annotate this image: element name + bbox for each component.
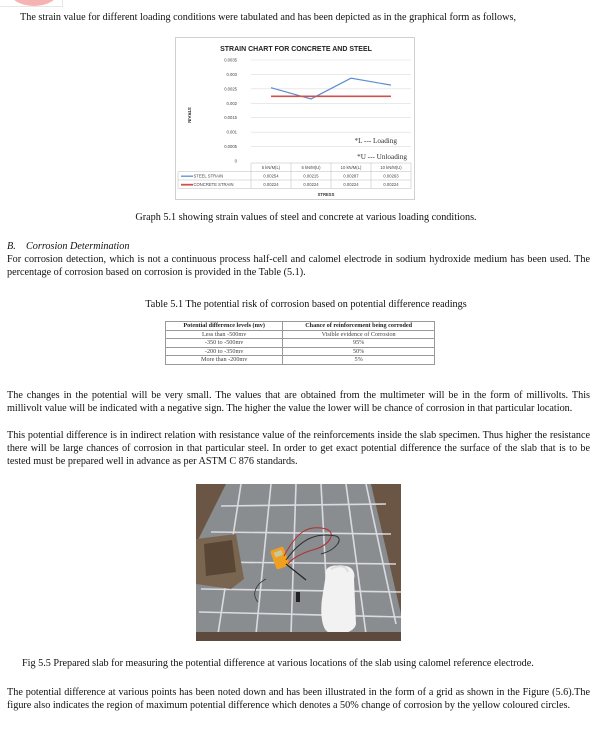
table-caption: Table 5.1 The potential risk of corrosion based on potential difference readings <box>145 299 467 310</box>
annotation-loading: *L --- Loading <box>354 137 397 145</box>
data-value-label: 0.00224 <box>263 182 279 187</box>
y-tick-label: 0.001 <box>226 129 237 135</box>
table-cell: 5% <box>283 356 435 365</box>
x-category-label: 5 kN/M(U) <box>301 165 321 170</box>
table-cell: 50% <box>283 347 435 356</box>
data-value-label: 0.00254 <box>263 173 279 179</box>
chart-data-table <box>178 163 411 189</box>
paragraph-potential-changes: The changes in the potential will be very small. The values that are obtained from the multimeter will be in the form of millivolts. This millivolt value will be indicated with a negative sign. The higher the value the lower will be chance of corrosion in that particular location. <box>7 390 590 415</box>
figure-caption: Fig 5.5 Prepared slab for measuring the potential difference at various locations of the slab using calomel reference electrode. <box>22 658 534 669</box>
section-number: B. <box>7 241 16 252</box>
paragraph-corrosion-detection: For corrosion detection, which is not a continuous process half-cell and calomel electrode in sodium hydroxide medium has been used. The percentage of corrosion based on corrosion is provided in the Table (5.1). <box>7 254 590 279</box>
table-header-cell: Chance of reinforcement being corroded <box>283 322 435 331</box>
y-tick-label: 0.0035 <box>224 57 237 63</box>
table-cell: More than -200mv <box>166 356 283 365</box>
slab-photo-illustration <box>196 484 401 641</box>
slab-photo <box>196 484 401 641</box>
table-row <box>166 347 435 356</box>
annotation-unloading: *U --- Unloading <box>357 153 407 161</box>
table-cell: Less than -500mv <box>166 330 283 339</box>
data-value-label: 0.00224 <box>383 182 399 187</box>
data-value-label: 0.00224 <box>343 182 359 187</box>
y-tick-label: 0.003 <box>226 71 237 77</box>
y-tick-label: 0.002 <box>226 100 237 106</box>
legend-label: STEEL STRAIN <box>193 173 224 179</box>
table-cell: 95% <box>283 339 435 348</box>
section-title: Corrosion Determination <box>25 241 130 252</box>
x-category-label: 10 kN/M(L) <box>340 165 362 170</box>
y-tick-label: 0 <box>234 158 237 164</box>
y-tick-label: 0.0015 <box>224 115 237 121</box>
table-row <box>166 330 435 339</box>
strain-chart <box>175 37 415 200</box>
x-category-label: 5 kN/M(L) <box>261 165 281 170</box>
table-header-row <box>166 322 435 331</box>
chart-y-ticks <box>224 58 237 164</box>
x-category-label: 10 kN/M(U) <box>380 165 402 170</box>
data-value-label: 0.00224 <box>303 182 319 187</box>
graph-caption: Graph 5.1 showing strain values of steel and concrete at various loading conditions. <box>135 212 477 223</box>
y-tick-label: 0.0005 <box>224 144 237 150</box>
table-row <box>166 356 435 365</box>
data-value-label: 0.00263 <box>383 173 399 179</box>
data-value-label: 0.00215 <box>303 173 319 179</box>
table-header-cell: Potential difference levels (mv) <box>166 322 283 331</box>
corrosion-risk-table <box>165 321 435 365</box>
paragraph-grid-illustration: The potential difference at various points has been noted down and has been illustrated in the form of a grid as shown in the Figure (5.6).The figure also indicates the region of maximum potential difference which denotes a 50% change of corrosion by the yellow coloured circles. <box>7 687 590 712</box>
section-heading <box>7 240 129 253</box>
chart-title: STRAIN CHART FOR CONCRETE AND STEEL <box>220 46 372 53</box>
legend-label: CONCRETE STRAIN <box>193 182 234 187</box>
strain-chart-svg <box>176 38 416 201</box>
paragraph-resistance: This potential difference is in indirect relation with resistance value of the reinforcements inside the slab specimen. Thus higher the resistance there will be large chances of corrosion in that particular steel. In order to get exact potential difference the surface of the slab that is to be tested must be prepared well in advance as per ASTM C 876 standards. <box>7 430 590 468</box>
y-axis-label: STRAIN <box>187 107 192 123</box>
table-row <box>166 339 435 348</box>
intro-paragraph: The strain value for different loading conditions were tabulated and has been depicted as in the graphical form as follows, <box>20 12 517 23</box>
table-cell: -200 to -350mv <box>166 347 283 356</box>
table-cell: -350 to -500mv <box>166 339 283 348</box>
data-value-label: 0.00287 <box>343 173 359 179</box>
chart-gridlines <box>251 60 411 147</box>
x-axis-label: STRESS <box>317 192 335 197</box>
table-cell: Visible evidence of Corrosion <box>283 330 435 339</box>
y-tick-label: 0.0025 <box>224 86 237 92</box>
